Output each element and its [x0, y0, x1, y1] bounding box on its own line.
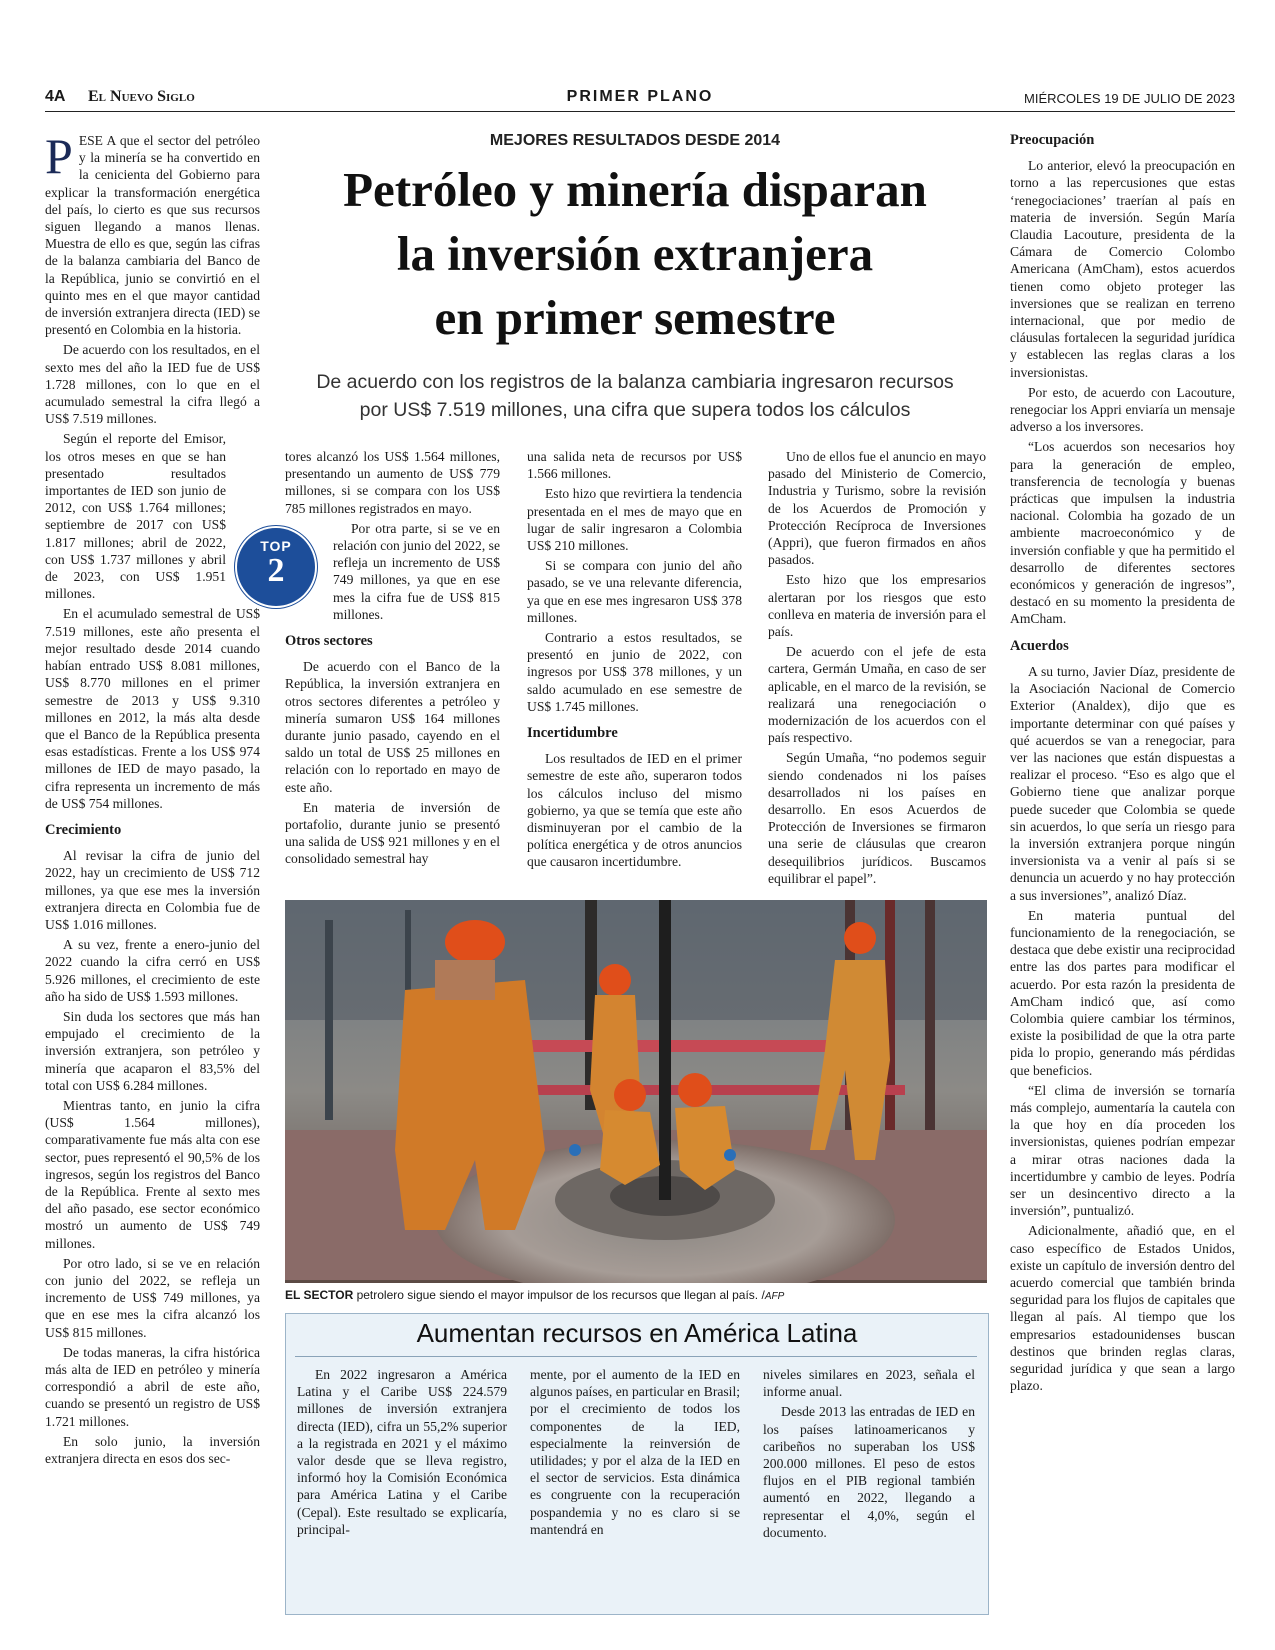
paragraph: De acuerdo con los resultados, en el sexto mes del año la IED fue de US$ 1.728 millones, con lo que en el acumulado semestral la cifra llegó a US$ 7.519 millones. [45, 342, 260, 427]
paragraph: Por esto, de acuerdo con Lacouture, renegociar los Appri enviaría un mensaje adverso a los inversores. [1010, 384, 1235, 435]
paragraph: Los resultados de IED en el primer semestre de este año, superaron todos los cálculos incluso del mismo gobierno, ya que se temía que este año disminuyeran por el cambio de la política energética y de otros anuncios que causaron incertidumbre. [527, 751, 742, 870]
paragraph: Por otro lado, si se ve en relación con junio del 2022, se refleja un incremento de US$ 749 millones, ya que en ese mes la cifra alcanzó los US$ 815 millones. [45, 1255, 260, 1340]
section-label: PRIMER PLANO [566, 88, 714, 105]
paragraph: Contrario a estos resultados, se presentó en junio de 2022, con ingresos por US$ 378 millones, y un saldo acumulado en ese semestre de US$ 1.745 millones. [527, 630, 742, 714]
oil-rig-illustration [285, 900, 987, 1283]
paragraph: Desde 2013 las entradas de IED en los países latinoamericanos y caribeños no superaban los US$ 200.000 millones. El peso de estos flujos en el PIB regional también aumentó en 2022, llegando a representar el 4,0%, según el documento. [763, 1404, 975, 1540]
page-number: 4A [45, 88, 66, 105]
paragraph: De acuerdo con el Banco de la República, la inversión extranjera en otros sectores diferentes a petróleo y minería sumaron US$ 164 millones durante junio pasado, cayendo en el saldo un total de US$ 25 millones en relación con lo reportado en mayo de este año. [285, 659, 500, 795]
oil-rig-photo [285, 900, 987, 1283]
paragraph: “Los acuerdos son necesarios hoy para la generación de empleo, transferencia de tecnología y buenas prácticas que impulsen la industria nacional. Colombia ha gozado de un ambiente macroeconómico y de inversión confiable y que ha permitido el desarrollo de diferentes sectores económicos y generación de ingresos”, destacó en su momento la presidenta de AmCham. [1010, 439, 1235, 627]
paragraph: Al revisar la cifra de junio del 2022, hay un crecimiento de US$ 712 millones, ya que ese mes la inversión extranjera directa en Colombia fue de US$ 1.016 millones. [45, 848, 260, 932]
paragraph: Según Umaña, “no podemos seguir siendo condenados ni los países desarrollados ni los países en desarrollo. En esos Acuerdos de Protección de Inversiones se firmaron una serie de cláusulas que crearon desequilibrios jurídicos. Buscamos equilibrar el papel”. [768, 750, 986, 886]
deck [285, 368, 985, 424]
article-column-3 [527, 448, 742, 874]
subheading: Preocupación [1010, 132, 1095, 148]
headline-line-1: Petróleo y minería disparan [343, 162, 927, 217]
headline-line-2: la inversión extranjera [396, 226, 874, 281]
paragraph: En materia de inversión de portafolio, durante junio se presentó una salida de US$ 921 millones y en el consolidado semestral hay [285, 799, 500, 867]
sidebar-column-2 [530, 1366, 740, 1541]
sidebar-rule [295, 1356, 977, 1357]
paragraph: “El clima de inversión se tornaría más complejo, aumentaría la cautela con la que hoy en día proceden los inversionistas, quienes podrían empezar a mirar otras naciones dada la incertidumbre y cambio de leyes. Podría ser un desincentivo directo a la inversión”, puntualizó. [1010, 1082, 1235, 1219]
paragraph: A su vez, frente a enero-junio del 2022 cuando la cifra cerró en US$ 5.926 millones, el crecimiento de este año ha sido de US$ 1.593 millones. [45, 937, 260, 1004]
paragraph: Sin duda los sectores que más han empujado el crecimiento de la inversión extranjera, son petróleo y minería que acaparon el 83,5% del total con US$ 6.284 millones. [45, 1008, 260, 1093]
caption-lead: EL SECTOR [285, 1288, 354, 1302]
paragraph: En el acumulado semestral de US$ 7.519 millones, este año presenta el mejor resultado desde 2014 cuando habían entrado US$ 8.081 millones, US$ 8.770 millones en el primer semestre de 2013 y US$ 9.310 millones en 2012, la más alta desde que el Banco de la República presenta esas estadísticas. Frente a los US$ 974 millones de IED de mayo pasado, la cifra representa un incremento de más de US$ 754 millones. [45, 606, 260, 811]
paragraph: ESE A que el sector del petróleo y la minería se ha convertido en la cenicienta del Gobierno para explicar la transformación energética del país, lo cierto es que sus recursos siguen llegando a manos llenas. Muestra de ello es que, según las cifras de la balanza cambiaria del Banco de la República, junio se convirtió en el quinto mes en el que mayor cantidad de inversión extranjera directa (IED) se presentó en Colombia en la historia. [45, 133, 260, 338]
badge-label: TOP [260, 538, 292, 554]
paragraph: tores alcanzó los US$ 1.564 millones, presentando un aumento de US$ 779 millones, si se compara con los US$ 785 millones registrados en mayo. [285, 449, 500, 516]
sidebar-column-3 [763, 1366, 975, 1544]
subheading: Acuerdos [1010, 637, 1069, 654]
subheading: Otros sectores [285, 633, 373, 650]
paragraph: Lo anterior, elevó la preocupación en torno a las repercusiones que estas ‘renegociaciones’ traerían al país en materia de inversión. Según María Claudia Lacouture, presidenta de la Cámara de Comercio Colombo Americana (AmCham), estos acuerdos tienen como objeto proteger las inversiones que se realizan en terreno internacional, que por medio de cláusulas fortalecen la seguridad jurídica y establecen las reglas claras a los inversionistas. [1010, 158, 1235, 380]
paragraph: Por otra parte, si se ve en relación con junio del 2022, se refleja un incremento de US$ 749 millones, ya que en ese mes la cifra fue de US$ 815 millones. [333, 520, 500, 622]
subheading: Crecimiento [45, 821, 122, 838]
headline-line-3: en primer semestre [434, 290, 836, 345]
paragraph: mente, por el aumento de la IED en algunos países, en particular en Brasil; por el crecimiento de todos los componentes de la IED, especialmente la reinversión de utilidades; y por el alza de la IED en el sector de servicios. Esta dinámica es congruente con la recuperación pospandemia y no es claro si se mantendrá en [530, 1367, 740, 1537]
paragraph: A su turno, Javier Díaz, presidente de la Asociación Nacional de Comercio Exterior (Analdex), dijo que es importante determinar con qué países y qué acuerdos se van a renegociar, para ver las naciones que están dispuestas a realizar el proceso. “Eso es algo que el Gobierno tiene que analizar porque puede suceder que Colombia se quede sin acuerdos, lo que sería un riesgo para la inversión extranjera porque ningún inversionista va a venir al país si se denuncia un acuerdo y no hay protección a sus inversiones”, analizó Díaz. [1010, 663, 1235, 903]
paragraph: Mientras tanto, en junio la cifra (US$ 1.564 millones), comparativamente fue más alta con ese sector, pues representó el 90,5% de los ingresos, según los registros del Banco de la República. Frente al sexto mes del año pasado, ese sector económico mostró un aumento de US$ 749 millones. [45, 1097, 260, 1251]
article-column-1 [45, 128, 260, 1470]
subheading: Incertidumbre [527, 725, 618, 742]
masthead: El Nuevo Siglo [88, 88, 195, 105]
article-column-5 [1010, 132, 1235, 1397]
paragraph: Adicionalmente, añadió que, en el caso específico de Estados Unidos, existe un capítulo de inversión dentro del acuerdo comercial que también brinda seguridad para los flujos de capitales que llegan al país. Al tiempo que los empresarios estadounidenses buscan destinos que brinden reglas claras, seguridad jurídica y que sean a largo plazo. [1010, 1223, 1235, 1394]
photo-caption [285, 1288, 987, 1302]
badge-number: 2 [267, 552, 285, 589]
kicker: MEJORES RESULTADOS DESDE 2014 [489, 132, 781, 149]
deck-line-2: por US$ 7.519 millones, una cifra que supera todos los cálculos [359, 399, 911, 421]
drop-cap: P [45, 128, 73, 184]
paragraph: Esto hizo que los empresarios alertaran por los riesgos que esto conlleva en materia de inversión para el país. [768, 572, 986, 640]
header-rule [45, 111, 1235, 112]
article-column-4 [768, 448, 986, 890]
paragraph: Según el reporte del Emisor, los otros meses en que se han presentado resultados importantes de IED son junio de 2012, con US$ 1.764 millones; septiembre de 2017 con US$ 1.817 millones; abril de 2022, con US$ 1.737 millones y abril de 2023, con US$ 1.951 millones. [45, 431, 226, 602]
page-date: MIÉRCOLES 19 DE JULIO DE 2023 [1024, 91, 1235, 106]
paragraph: De todas maneras, la cifra histórica más alta de IED en petróleo y minería correspondió a abril de este año, cuando se presentó un registro de US$ 1.721 millones. [45, 1344, 260, 1429]
paragraph: De acuerdo con el jefe de esta cartera, Germán Umaña, en caso de ser aplicable, en el marco de la revisión, se realizará una renegociación o modernización de los acuerdos con el país respectivo. [768, 644, 986, 746]
paragraph: Uno de ellos fue el anuncio en mayo pasado del Ministerio de Comercio, Industria y Turismo, sobre la revisión de los Acuerdos de Promoción y Protección Recíproca de Inversiones (Appri), que fueron firmados en años pasados. [768, 449, 986, 568]
paragraph: Si se compara con junio del año pasado, se ve una relevante diferencia, ya que en ese mes ingresaron US$ 378 millones. [527, 558, 742, 625]
sidebar-title: Aumentan recursos en América Latina [416, 1318, 858, 1348]
photo-credit: AFP [764, 1291, 785, 1302]
paragraph: niveles similares en 2023, señala el informe anual. [763, 1367, 975, 1400]
paragraph: En materia puntual del funcionamiento de la renegociación, se destaca que debe existir una reciprocidad entre las dos partes para modificar el acuerdo. Por esta razón la presidenta de AmCham indicó que, así como Colombia quiere cambiar los términos, existe la posibilidad de que la otra parte pida lo propio, generando más pérdidas que beneficios. [1010, 907, 1235, 1078]
paragraph: En 2022 ingresaron a América Latina y el Caribe US$ 224.579 millones de inversión extranjera directa (IED), cifra un 55,2% superior a la registrada en 2021 y el máximo valor desde que se lleva registro, informó hoy la Comisión Económica para América Latina y el Caribe (Cepal). Este resultado se explicaría, principal- [297, 1367, 507, 1537]
sidebar-column-1 [297, 1366, 507, 1541]
article-column-2 [285, 448, 500, 871]
paragraph: Esto hizo que revirtiera la tendencia presentada en el mes de mayo que en lugar de salir ingresaron a Colombia US$ 210 millones. [527, 486, 742, 554]
paragraph: En solo junio, la inversión extranjera directa en esos dos sec- [45, 1433, 260, 1467]
paragraph: una salida neta de recursos por US$ 1.566 millones. [527, 449, 742, 482]
headline [285, 158, 985, 350]
caption-text: petrolero sigue siendo el mayor impulsor de los recursos que llegan al país. / [353, 1288, 765, 1302]
deck-line-1: De acuerdo con los registros de la balanza cambiaria ingresaron recursos [316, 371, 954, 393]
